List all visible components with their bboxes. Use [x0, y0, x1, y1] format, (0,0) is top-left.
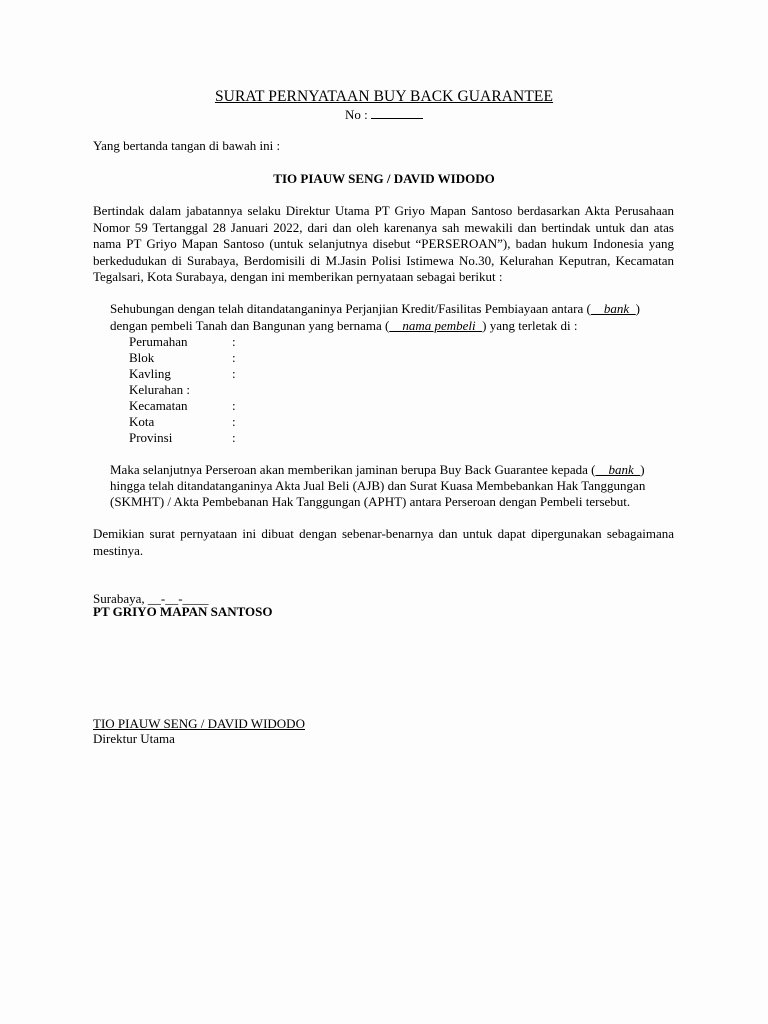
signatory-name: TIO PIAUW SENG / DAVID WIDODO	[93, 716, 305, 731]
paragraph-guarantee-line2: hingga telah ditandatanganinya Akta Jual Beli (AJB) dan Surat Kuasa Membebankan Hak Tanggungan	[110, 478, 646, 493]
detail-colon: :	[232, 350, 236, 365]
detail-colon: :	[232, 366, 236, 381]
company-name: PT GRIYO MAPAN SANTOSO	[93, 604, 273, 619]
paragraph-agreement-line2: dengan pembeli Tanah dan Bangunan yang bernama (__nama pembeli_) yang terletak di :	[110, 318, 578, 333]
paragraph-authority: Bertindak dalam jabatannya selaku Direktur Utama PT Griyo Mapan Santoso berdasarkan Akta Perusahaan Nomor 59 Tertanggal 28 Januari 2022, dari dan oleh karenanya sah mewakili dan bertindak untuk dan atas nama PT Griyo Mapan Santoso (untuk selanjutnya disebut “PERSEROAN”), badan hukum Indonesia yang berkedudukan di Surabaya, Berdomisili di M.Jasin Polisi Istimewa No.30, Kelurahan Keputran, Kecamatan Tegalsari, Kota Surabaya, dengan ini memberikan pernyataan sebagai berikut :	[93, 203, 674, 285]
detail-colon: :	[232, 398, 236, 413]
document-number-blank	[371, 106, 423, 119]
detail-colon: :	[232, 334, 236, 349]
paragraph-agreement-line1: Sehubungan dengan telah ditandatanganinya Perjanjian Kredit/Fasilitas Pembiayaan antara (__bank_)	[110, 301, 640, 316]
intro-line: Yang bertanda tangan di bawah ini :	[93, 138, 281, 153]
detail-label: Perumahan	[129, 334, 188, 349]
buyer-name-placeholder: __nama pembeli_	[389, 318, 483, 333]
detail-label: Kavling	[129, 366, 171, 381]
detail-label: Provinsi	[129, 430, 173, 445]
detail-label: Blok	[129, 350, 155, 365]
paragraph-closing: Demikian surat pernyataan ini dibuat dengan sebenar-benarnya dan untuk dapat dipergunakan sebagaimana mestinya.	[93, 526, 674, 558]
bank-placeholder: __bank_	[590, 301, 636, 316]
detail-label: Kecamatan	[129, 398, 188, 413]
signatory-title: Direktur Utama	[93, 731, 175, 746]
document-number: No :	[0, 106, 768, 123]
document-title: SURAT PERNYATAAN BUY BACK GUARANTEE	[214, 88, 554, 105]
signer-name-heading: TIO PIAUW SENG / DAVID WIDODO	[273, 171, 495, 186]
detail-colon: :	[232, 414, 236, 429]
detail-label: Kota	[129, 414, 155, 429]
paragraph-guarantee-line1: Maka selanjutnya Perseroan akan memberikan jaminan berupa Buy Back Guarantee kepada (__bank_)	[110, 462, 645, 477]
bank-placeholder: __bank_	[595, 462, 641, 477]
paragraph-guarantee-line3: (SKMHT) / Akta Pembebanan Hak Tanggungan (APHT) antara Perseroan dengan Pembeli tersebut.	[110, 494, 631, 509]
detail-colon: :	[232, 430, 236, 445]
place-date: Surabaya, __-__-____	[93, 591, 209, 606]
detail-label: Kelurahan :	[129, 382, 191, 397]
